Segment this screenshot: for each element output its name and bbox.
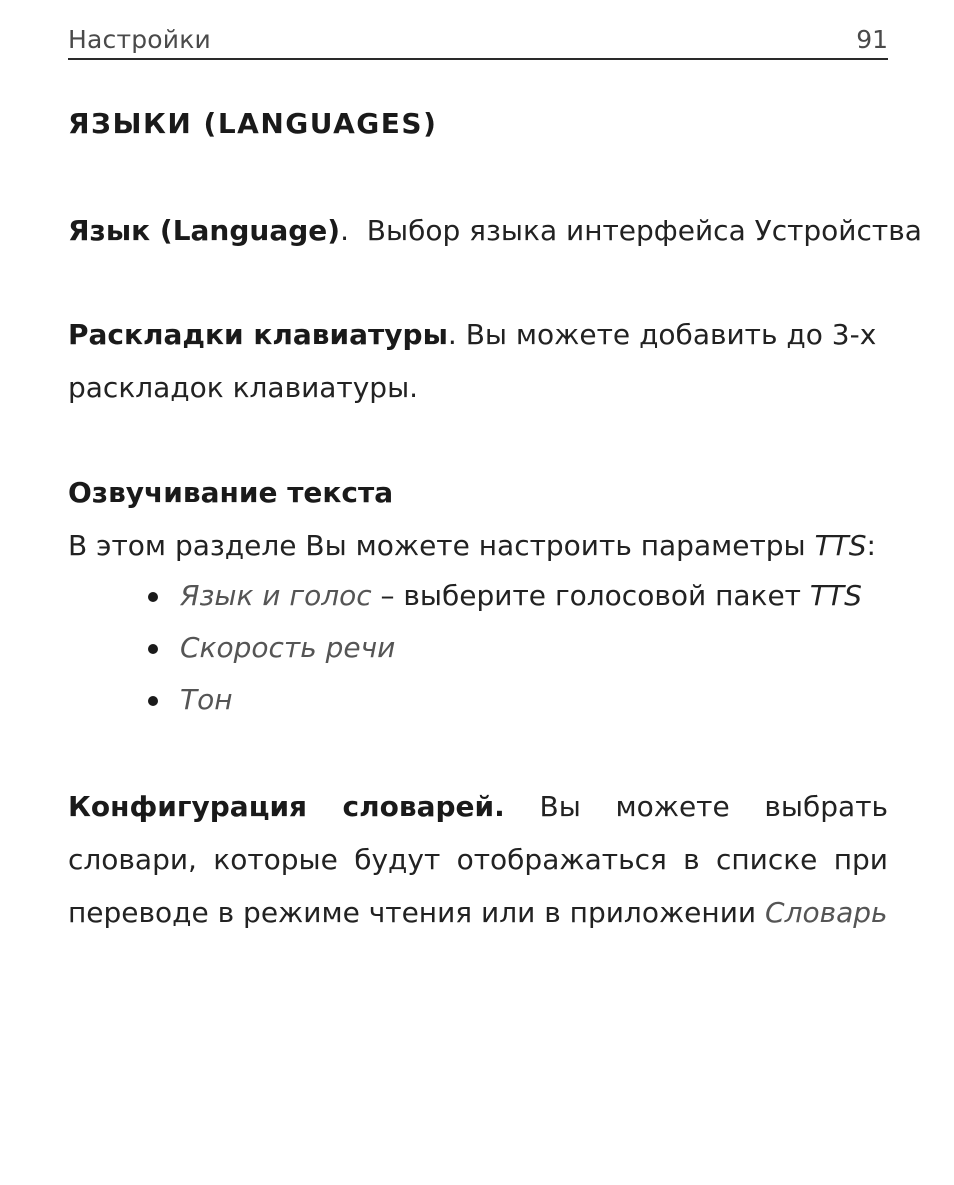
tts-item-text: – выберите голосовой пакет xyxy=(371,579,810,612)
section-title: ЯЗЫКИ (LANGUAGES) xyxy=(68,107,438,140)
dictionaries-paragraph xyxy=(68,780,888,939)
header-section-title: Настройки xyxy=(68,25,211,54)
keyboard-paragraph xyxy=(68,308,888,414)
language-paragraph xyxy=(68,204,922,257)
list-item xyxy=(148,622,862,674)
keyboard-text: Вы можете добавить до 3-х раскладок клавиатуры. xyxy=(68,318,877,404)
list-item xyxy=(148,570,862,622)
keyboard-term: Раскладки клавиатуры xyxy=(68,318,448,351)
tts-intro-end: : xyxy=(866,529,876,562)
tts-intro-text: В этом разделе Вы можете настроить параметры xyxy=(68,529,815,562)
tts-intro-term: TTS xyxy=(814,529,867,562)
dictionaries-app-name: Словарь xyxy=(765,896,888,929)
dictionaries-term: Конфигурация словарей. xyxy=(68,790,505,823)
bullet-icon xyxy=(148,696,158,706)
page-header xyxy=(68,0,888,60)
bullet-icon xyxy=(148,644,158,654)
tts-options-list xyxy=(148,570,862,726)
list-item xyxy=(148,674,862,726)
language-text: Выбор языка интерфейса Устройства xyxy=(366,214,922,247)
tts-intro xyxy=(68,519,888,572)
language-punct: . xyxy=(340,214,349,247)
page-number: 91 xyxy=(856,25,888,54)
manual-page xyxy=(68,0,922,929)
tts-item-term: TTS xyxy=(809,579,862,612)
dictionaries-text: Вы можете выбрать словари, которые будут отображаться в списке при переводе в режиме чтения или в приложении xyxy=(68,790,889,929)
tts-item-label: Тон xyxy=(180,683,233,716)
bullet-icon xyxy=(148,592,158,602)
keyboard-punct: . xyxy=(447,318,457,351)
tts-heading: Озвучивание текста xyxy=(68,476,394,509)
tts-item-label: Язык и голос xyxy=(180,579,372,612)
tts-item-label: Скорость речи xyxy=(180,631,396,664)
language-term: Язык (Language) xyxy=(68,214,341,247)
